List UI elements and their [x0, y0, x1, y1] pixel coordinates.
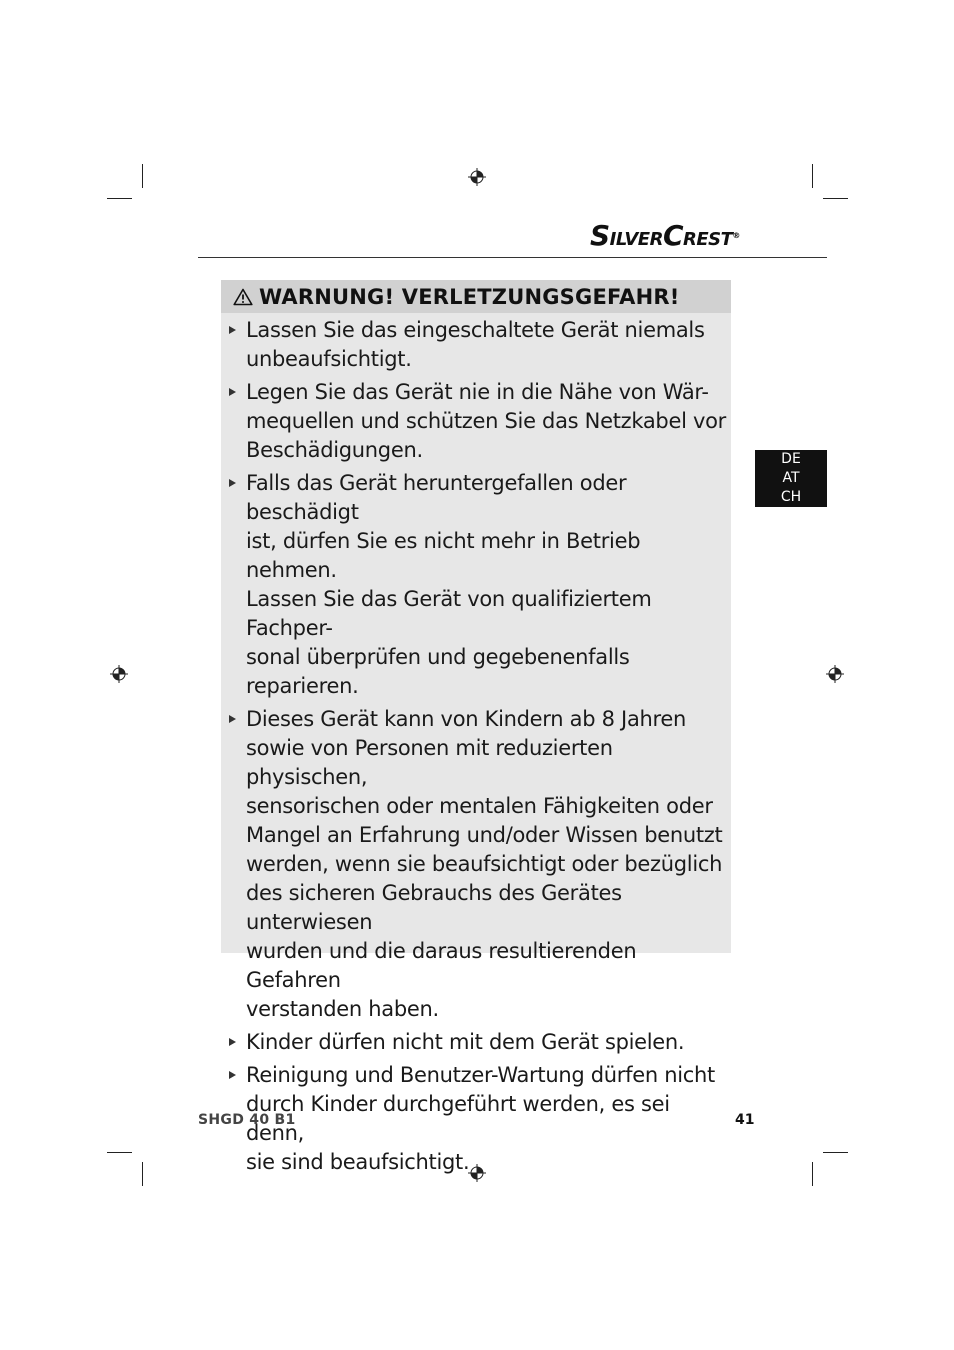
- list-item: [221, 378, 731, 465]
- language-tab: [755, 450, 827, 507]
- bullet-arrow-icon: [229, 479, 236, 487]
- crop-mark: [142, 1162, 143, 1186]
- warning-header: [221, 280, 731, 313]
- list-item: [221, 1028, 731, 1057]
- brand-letter: C: [662, 219, 684, 252]
- crop-mark: [142, 164, 143, 188]
- header-rule: [198, 257, 827, 258]
- bullet-arrow-icon: [229, 326, 236, 334]
- page-number: 41: [735, 1112, 755, 1128]
- crop-mark: [812, 1162, 813, 1186]
- list-item: [221, 705, 731, 1024]
- crop-mark: [812, 164, 813, 188]
- list-item: [221, 1061, 731, 1177]
- crop-mark: [107, 1152, 132, 1153]
- crop-mark: [823, 198, 848, 199]
- bullet-arrow-icon: [229, 388, 236, 396]
- brand-letters: REST: [683, 229, 733, 250]
- list-item-text: Legen Sie das Gerät nie in die Nähe von Wär- mequellen und schützen Sie das Netzkabel vor Beschädigungen.: [246, 380, 726, 462]
- list-item-text: Kinder dürfen nicht mit dem Gerät spielen.: [246, 1030, 685, 1054]
- crop-mark: [823, 1152, 848, 1153]
- language-code: CH: [780, 489, 802, 505]
- warning-list: [221, 316, 731, 1181]
- language-code: AT: [782, 470, 800, 486]
- language-code: DE: [781, 451, 801, 467]
- bullet-arrow-icon: [229, 1071, 236, 1079]
- brand-logo: [590, 221, 750, 251]
- trademark: ®: [732, 231, 740, 240]
- brand-letters: ILVER: [609, 229, 663, 250]
- registration-mark-icon: [468, 168, 486, 186]
- registration-mark-icon: [826, 665, 844, 683]
- list-item: [221, 469, 731, 701]
- bullet-arrow-icon: [229, 1038, 236, 1046]
- footer-model: SHGD 40 B1: [198, 1112, 296, 1128]
- list-item-text: Dieses Gerät kann von Kindern ab 8 Jahren sowie von Personen mit reduzierten physischen, sensorischen oder mentalen Fähigkeiten oder Mangel an Erfahrung und/oder Wissen benutzt werden, wenn sie beaufsichtigt oder bezüglich des sicheren Gebrauchs des Gerätes unterwiesen wurden und die daraus resultierenden Gefahren verstanden haben.: [246, 707, 723, 1021]
- registration-mark-icon: [110, 665, 128, 683]
- crop-mark: [107, 198, 132, 199]
- list-item-text: Lassen Sie das eingeschaltete Gerät niemals unbeaufsichtigt.: [246, 318, 705, 371]
- brand-letter: S: [590, 219, 610, 252]
- bullet-arrow-icon: [229, 715, 236, 723]
- list-item-text: Reinigung und Benutzer-Wartung dürfen nicht durch Kinder durchgeführt werden, es sei denn, sie sind beaufsichtigt.: [246, 1063, 715, 1174]
- warning-title: WARNUNG! VERLETZUNGSGEFAHR!: [259, 284, 680, 309]
- list-item: [221, 316, 731, 374]
- list-item-text: Falls das Gerät heruntergefallen oder beschädigt ist, dürfen Sie es nicht mehr in Betrieb nehmen. Lassen Sie das Gerät von qualifiziertem Fachper- sonal überprüfen und gegebenenfalls reparieren.: [246, 471, 652, 698]
- warning-triangle-icon: [233, 288, 253, 306]
